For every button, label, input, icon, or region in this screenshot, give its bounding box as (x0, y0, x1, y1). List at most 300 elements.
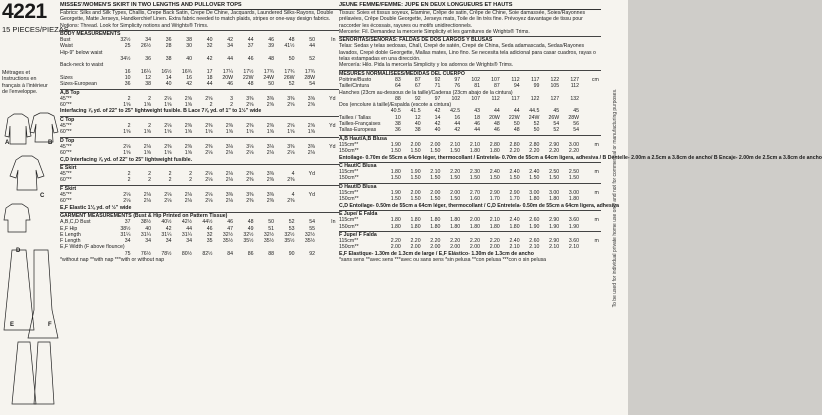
french-instructions-note: Métrages et Instructions en français à l'intérieur de l'enveloppe. (2, 70, 48, 96)
cell: 2⅜ (287, 198, 295, 205)
cell: 102 (471, 76, 480, 83)
french-title: JEUNE FEMME/FEMME: JUPE EN DEUX LONGUEURS ET HAUTS (339, 2, 601, 10)
cell: 42½ (181, 219, 192, 226)
cell: 132 (570, 95, 579, 102)
cell: 2⅝ (307, 123, 315, 130)
cell: 1.80 (509, 223, 520, 230)
cell: 1⅝ (143, 102, 151, 109)
cell: 35½ (243, 238, 254, 245)
cell: 1.80 (390, 217, 401, 224)
cell: 2.20 (450, 238, 461, 245)
cell: 2 (209, 102, 213, 109)
cell: 2 (189, 171, 192, 178)
cell: 112 (511, 76, 520, 83)
yardage-section-label: A,B Top (60, 89, 339, 96)
footnote: *without nap **with nap ***with or without nap (60, 256, 165, 263)
pattern-number: 4221 (2, 0, 47, 23)
cell: 1.80 (450, 217, 461, 224)
cell: 2.80 (509, 141, 520, 148)
cell: 34 (145, 37, 151, 44)
cell: 94 (513, 83, 520, 90)
row-label: 60"** (60, 102, 72, 109)
cell: 1.80 (390, 223, 401, 230)
cell: 3.00 (568, 141, 579, 148)
cell: 3⅜ (266, 192, 274, 199)
cell: 2⅛ (205, 150, 213, 157)
cell: 2⅛ (225, 177, 233, 184)
cell: 1⅝ (164, 150, 172, 157)
fabrics-text: Fabrics: Silks and Silk Types, Challis, Crepe Back Satin, Crepe De Chine, Jacquards, Laundered Silks-Rayons, Double Georgette, Matte Jerseys, Handkerchief Linen. Extra fabric needed to match plaids, stripes or one-way design fabrics. (60, 10, 334, 23)
cell: 2.20 (549, 148, 560, 155)
cell: 2.00 (430, 244, 441, 251)
cell: 1⅝ (184, 102, 192, 109)
cell: 87 (494, 83, 500, 90)
cell: 4 (291, 171, 295, 178)
mercerie-text: Mercerie: Fil. Demandez la mercerie Simplicity et les garnitures de Wrights® Trims. (339, 28, 530, 35)
cell: 1.80 (469, 223, 480, 230)
cell: 41.5 (410, 108, 421, 115)
cell: 45 (573, 108, 579, 115)
cell: 1⅝ (143, 150, 151, 157)
row-label: 115cm** (339, 217, 359, 224)
cell: 1⅝ (184, 150, 192, 157)
notions-note: Entoilage- 0.70m de 55cm a 64cm léger, thermocollant / Entretela- 0.70m de 55cm a 64cm ligera, adhesiva / B Dentelle- 2.00m a 2.5cm a 3.8cm de ancho/ B Encaje- 2.00m de 2.5cm a 3.8cm de ancho (339, 154, 822, 161)
cell: 2.50 (568, 169, 579, 176)
row-label: Taille/Cintura (339, 83, 369, 90)
cell: 2.90 (489, 190, 500, 197)
row-label: Waist (60, 43, 73, 50)
cell: 31¼ (120, 231, 131, 238)
cell: 32 (206, 43, 213, 50)
cell: 2⅛ (143, 192, 151, 199)
cell: 37 (247, 43, 254, 50)
row-label: Hanches (23cm au-dessous de la taille)/Caderas (23cm abajo de la cintura) (339, 89, 513, 96)
cell: 25 (124, 43, 131, 50)
row-label: E,F Width (F above flounce) (60, 244, 125, 251)
cell: 2⅝ (266, 102, 274, 109)
cell: 117 (531, 76, 540, 83)
cell: 2.20 (529, 148, 540, 155)
notions-note: C,D Interfacing ⅞ yd. of 22" to 25" lightweight fusible. (60, 156, 193, 163)
cell: 40 (414, 121, 421, 128)
cell: 56 (573, 121, 579, 128)
row-label: 60"** (60, 129, 72, 136)
cell: 3⅜ (287, 143, 295, 150)
row-label: 150cm** (339, 223, 359, 230)
table-row (60, 177, 339, 183)
row-label: Tallas-Europeas (339, 127, 377, 134)
english-title: MISSES'/WOMEN'S SKIRT IN TWO LENGTHS AND PULLOVER TOPS (60, 2, 339, 10)
cell: 17½ (243, 68, 254, 75)
cell: Yd (308, 171, 315, 178)
cell: 1⅝ (164, 129, 172, 136)
cell: 38½ (120, 225, 131, 232)
cell: 36 (395, 127, 401, 134)
cell: 39 (268, 43, 274, 50)
cell: 2.10 (568, 244, 579, 251)
cell: 16½ (161, 68, 172, 75)
cell: 64 (395, 83, 401, 90)
cell: 2⅛ (205, 177, 213, 184)
cell: 3⅜ (266, 171, 274, 178)
cell: 16 (186, 74, 192, 81)
cell: 50 (513, 121, 520, 128)
cell: Yd (329, 95, 336, 102)
cell: 2⅜ (246, 171, 254, 178)
row-label: Hip-9" below waist (60, 49, 103, 56)
row-label: A,B,C,D Bust (60, 219, 91, 226)
cell: 3⅜ (287, 95, 295, 102)
view-label: B (48, 140, 53, 146)
table-row (60, 81, 339, 87)
cell: 88 (395, 95, 401, 102)
cell: 2.20 (489, 238, 500, 245)
cell: 44 (227, 56, 233, 63)
cell: 35½ (304, 238, 315, 245)
cell: 17¾ (263, 68, 274, 75)
cell: 32½ (222, 231, 233, 238)
cell: 41½ (284, 43, 295, 50)
cell: 99 (533, 83, 540, 90)
cell: 20W (222, 74, 233, 81)
cell: 2.40 (509, 238, 520, 245)
cell: 1.60 (469, 196, 480, 203)
view-label: C (40, 193, 45, 199)
cell: 2.00 (469, 217, 480, 224)
cell: 2.90 (549, 141, 560, 148)
cell: 37 (124, 219, 131, 226)
cell: 1.90 (549, 223, 560, 230)
cell: 47 (227, 225, 233, 232)
cell: 18 (206, 74, 213, 81)
yardage-section-label: C Top (60, 116, 339, 123)
cell: 75 (124, 250, 131, 257)
cell: 2.20 (469, 238, 480, 245)
cell: Yd (329, 143, 336, 150)
cell: 1.50 (450, 196, 461, 203)
cell: 102 (451, 95, 461, 102)
row-label: 115cm** (339, 190, 359, 197)
row-label: 60"** (60, 198, 72, 205)
cell: 2.00 (410, 141, 421, 148)
cell: 46 (227, 81, 233, 88)
cell: 28 (165, 43, 172, 50)
cell: 36 (165, 37, 172, 44)
cell: In (331, 37, 336, 44)
cell: 1⅝ (123, 129, 131, 136)
cell: 16¾ (181, 68, 192, 75)
cell: 3.00 (549, 190, 560, 197)
cell: 2⅜ (266, 198, 274, 205)
row-label: Tailles-Françaises (339, 121, 381, 128)
cell: 16¼ (140, 68, 151, 75)
cell: 32 (206, 231, 213, 238)
cell: 2⅛ (225, 150, 233, 157)
cell: 1.50 (529, 175, 540, 182)
cell: 2.40 (529, 169, 540, 176)
cell: 2.50 (549, 169, 560, 176)
cell: 2⅛ (143, 143, 151, 150)
view-label: A (5, 140, 10, 146)
cell: 2.70 (469, 190, 480, 197)
cell: 10 (395, 114, 401, 121)
cell: 22W (508, 114, 520, 121)
cell: 2⅛ (164, 198, 172, 205)
cell: 2⅝ (287, 123, 295, 130)
cell: 2.10 (450, 141, 461, 148)
row-label: Sizes-European (60, 81, 97, 88)
cell: 3.60 (568, 238, 579, 245)
cell: 92 (434, 76, 441, 83)
cell: 1.50 (430, 148, 441, 155)
cell: 83 (395, 76, 401, 83)
cell: 22W (242, 74, 254, 81)
usage-notice-strip (603, 0, 628, 415)
row-label: 45"** (60, 143, 72, 150)
cell: 92 (309, 250, 315, 257)
cell: 40.5 (390, 108, 401, 115)
cell: 46 (227, 219, 233, 226)
cell: 3⅜ (246, 95, 254, 102)
cell: 2.10 (430, 169, 441, 176)
cell: 31¼ (181, 231, 192, 238)
piece-count: 15 PIECES/PIEZAS (2, 25, 69, 34)
cell: 54 (553, 121, 560, 128)
cell: 2⅛ (143, 198, 151, 205)
row-label: E Length (60, 231, 81, 238)
notions-note: C,D Entoilage- 0.50m de 55cm a 64cm léger, thermocollant / C,D Entretela- 0.50m de 55cm a 64cm ligera, adhesiva (339, 202, 619, 209)
cell: 2⅜ (184, 143, 192, 150)
cell: 50 (533, 127, 540, 134)
cell: 92 (414, 95, 421, 102)
cell: 35½ (222, 238, 233, 245)
cell: 17 (206, 68, 213, 75)
cell: 2.10 (489, 217, 500, 224)
cell: 1.50 (509, 175, 520, 182)
view-label: D (16, 248, 21, 254)
cell: m (594, 169, 599, 176)
cell: 2.00 (410, 190, 421, 197)
cell: 50 (309, 37, 315, 44)
cell: m (594, 190, 599, 197)
cell: 2⅛ (164, 192, 172, 199)
row-label: 45"** (60, 171, 72, 178)
cell: 86 (247, 250, 254, 257)
cell: 42 (227, 37, 233, 44)
cell: m (594, 238, 599, 245)
row-label: 60"** (60, 150, 72, 157)
yardage-section-label: C Haut/C Blusa (339, 162, 601, 169)
table-row (339, 196, 601, 202)
table-row (60, 129, 339, 135)
yardage-section-label: F Jupe/ F Falda (339, 231, 601, 238)
cell: 34 (186, 238, 192, 245)
cell: 2.00 (469, 244, 480, 251)
cell: 2.20 (430, 238, 441, 245)
cell: 1.90 (568, 223, 579, 230)
cell: 2⅜ (287, 177, 295, 184)
cell: 2 (148, 177, 151, 184)
cell: 35 (206, 238, 213, 245)
cell: 3.60 (568, 217, 579, 224)
notions-note: E,F Elastique- 1.30m de 1.3cm de large / E,F Elástico- 1.30m de 1.3cm de ancho (339, 250, 534, 257)
cell: 2 (127, 95, 131, 102)
cell: 2.30 (469, 169, 480, 176)
yardage-section-label: A,B Haut/A,B Blusa (339, 135, 601, 142)
cell: 2.40 (509, 169, 520, 176)
cell: 2⅝ (307, 102, 315, 109)
cell: 42 (454, 127, 461, 134)
cell: 2⅜ (266, 123, 274, 130)
cell: 2 (168, 171, 172, 178)
yardage-section-label: E Jupe/ E Falda (339, 210, 601, 217)
cell: 24W (263, 74, 274, 81)
cell: 34 (165, 238, 172, 245)
cell: 17¾ (284, 68, 295, 75)
cell: 26W (548, 114, 560, 121)
table-row (339, 175, 601, 181)
table-row (339, 224, 601, 230)
view-label: F (48, 322, 52, 328)
cell: 3⅛ (225, 143, 233, 150)
cell: 16 (454, 114, 461, 121)
row-label: 115cm** (339, 169, 359, 176)
cell: 78½ (161, 250, 172, 257)
cell: 36 (145, 56, 151, 63)
cell: 3⅜ (307, 143, 315, 150)
cell: 82½ (202, 250, 213, 257)
cell: 1.50 (390, 148, 401, 155)
cell: 2⅛ (225, 171, 233, 178)
cell: 1.80 (469, 148, 480, 155)
cell: 80½ (181, 250, 192, 257)
cell: 2.20 (509, 148, 520, 155)
cell: 2⅜ (164, 143, 172, 150)
cell: 44½ (202, 219, 213, 226)
cell: 38 (414, 127, 421, 134)
cell: 52 (533, 121, 540, 128)
tissus-text: Tissus: Soies et tissus soyeux, Étamine, Crêpe de satin, Crêpe de Chine, Soie damassée, Soies/Rayonnes prélavées, Crêpe Double Georgette, Jerseys mats, Toile de lin très fine. Prévoyez davantage de tissu pour raccorder les écossais, rayures ou motifs unidirectionnels. (339, 10, 586, 29)
cell: 2⅛ (164, 95, 172, 102)
cell: 32½ (243, 231, 254, 238)
mesures-header: MESURES NORMALISEES/MEDIDAS DEL CUERPO (339, 70, 601, 77)
table-row (60, 150, 339, 156)
cell: 53 (288, 225, 295, 232)
cell: 3⅝ (307, 95, 315, 102)
english-column (60, 2, 339, 263)
cell: 1⅝ (287, 129, 295, 136)
cell: 46 (474, 121, 480, 128)
cell: 24W (528, 114, 540, 121)
garment-measurements-header: GARMENT MEASUREMENTS (Bust & Hip Printed on Pattern Tissue) (60, 212, 339, 219)
cell: 1⅝ (164, 102, 172, 109)
table-row (339, 244, 601, 250)
row-label: Back-neck to waist (60, 62, 104, 69)
cell: m (594, 217, 599, 224)
cell: 32½ (284, 231, 295, 238)
cell: 2⅜ (205, 143, 213, 150)
cell: 105 (550, 83, 560, 90)
merceria-text: Mercería: Hilo. Pida la mercería Simplicity y los adornos de Wrights® Trims. (339, 62, 514, 69)
spanish-title: SEÑORITAS/SEÑORAS: FALDAS DE DOS LARGOS Y BLUSAS (339, 36, 601, 43)
cell: 117 (511, 95, 520, 102)
cell: 1⅝ (143, 129, 151, 136)
cell: 44 (454, 121, 461, 128)
cell: 2⅝ (184, 95, 192, 102)
cell: 32½ (263, 231, 274, 238)
cell: 2 (189, 177, 192, 184)
cell: 1.50 (450, 148, 461, 155)
cell: 46 (268, 37, 274, 44)
cell: 52 (309, 56, 315, 63)
cell: 48 (247, 219, 254, 226)
row-label: 60"** (60, 177, 72, 184)
cell: 2 (148, 171, 151, 178)
cell: 50 (268, 219, 274, 226)
cell: 2⅛ (205, 171, 213, 178)
cell: 38 (186, 37, 192, 44)
cell: 1⅝ (225, 129, 233, 136)
cell: 3⅜ (225, 192, 233, 199)
row-label: 45"** (60, 95, 72, 102)
cell: 1.50 (430, 175, 441, 182)
usage-notice: To be used for individual private home use only and not for commercial or manufacturing purposes. (612, 88, 618, 308)
cell: 2.10 (509, 244, 520, 251)
cell: 2⅜ (246, 198, 254, 205)
cell: 2⅜ (225, 123, 233, 130)
cell: 44 (206, 81, 213, 88)
cell: 2.80 (529, 141, 540, 148)
cell: 1.50 (430, 196, 441, 203)
cell: 1⅝ (184, 129, 192, 136)
cell: 2⅛ (205, 198, 213, 205)
cell: 2⅛ (123, 198, 131, 205)
cell: 1.80 (489, 223, 500, 230)
cell: 76½ (140, 250, 151, 257)
cell: 45 (553, 108, 560, 115)
cell: 3.00 (529, 190, 540, 197)
cell: 1.80 (568, 196, 579, 203)
cell: 2.90 (549, 217, 560, 224)
yardage-section-label: D Top (60, 137, 339, 144)
cell: 2 (148, 95, 151, 102)
table-row (60, 198, 339, 204)
row-label: 150cm** (339, 196, 359, 203)
cell: 2 (127, 123, 131, 130)
cell: 51 (268, 225, 274, 232)
cell: 1.90 (390, 190, 401, 197)
cell: 2⅝ (287, 102, 295, 109)
cell: 1.70 (509, 196, 520, 203)
cell: 42 (434, 121, 441, 128)
cell: 127 (570, 76, 579, 83)
cell: 38½ (140, 219, 151, 226)
cell: 35½ (284, 238, 295, 245)
cell: 1.50 (489, 175, 500, 182)
row-label: 150cm** (339, 175, 359, 182)
cell: 2 (148, 123, 151, 130)
cell: In (331, 219, 336, 226)
cell: 1.50 (549, 175, 560, 182)
row-label: Sizes (60, 74, 73, 81)
cell: 1⅝ (123, 102, 131, 109)
cell: 20W (489, 114, 500, 121)
row-label: E,F Hip (60, 225, 78, 232)
technical-drawings (0, 110, 60, 410)
cell: 1.80 (489, 148, 500, 155)
cell: 1⅝ (307, 129, 315, 136)
cell: 2.60 (529, 238, 540, 245)
